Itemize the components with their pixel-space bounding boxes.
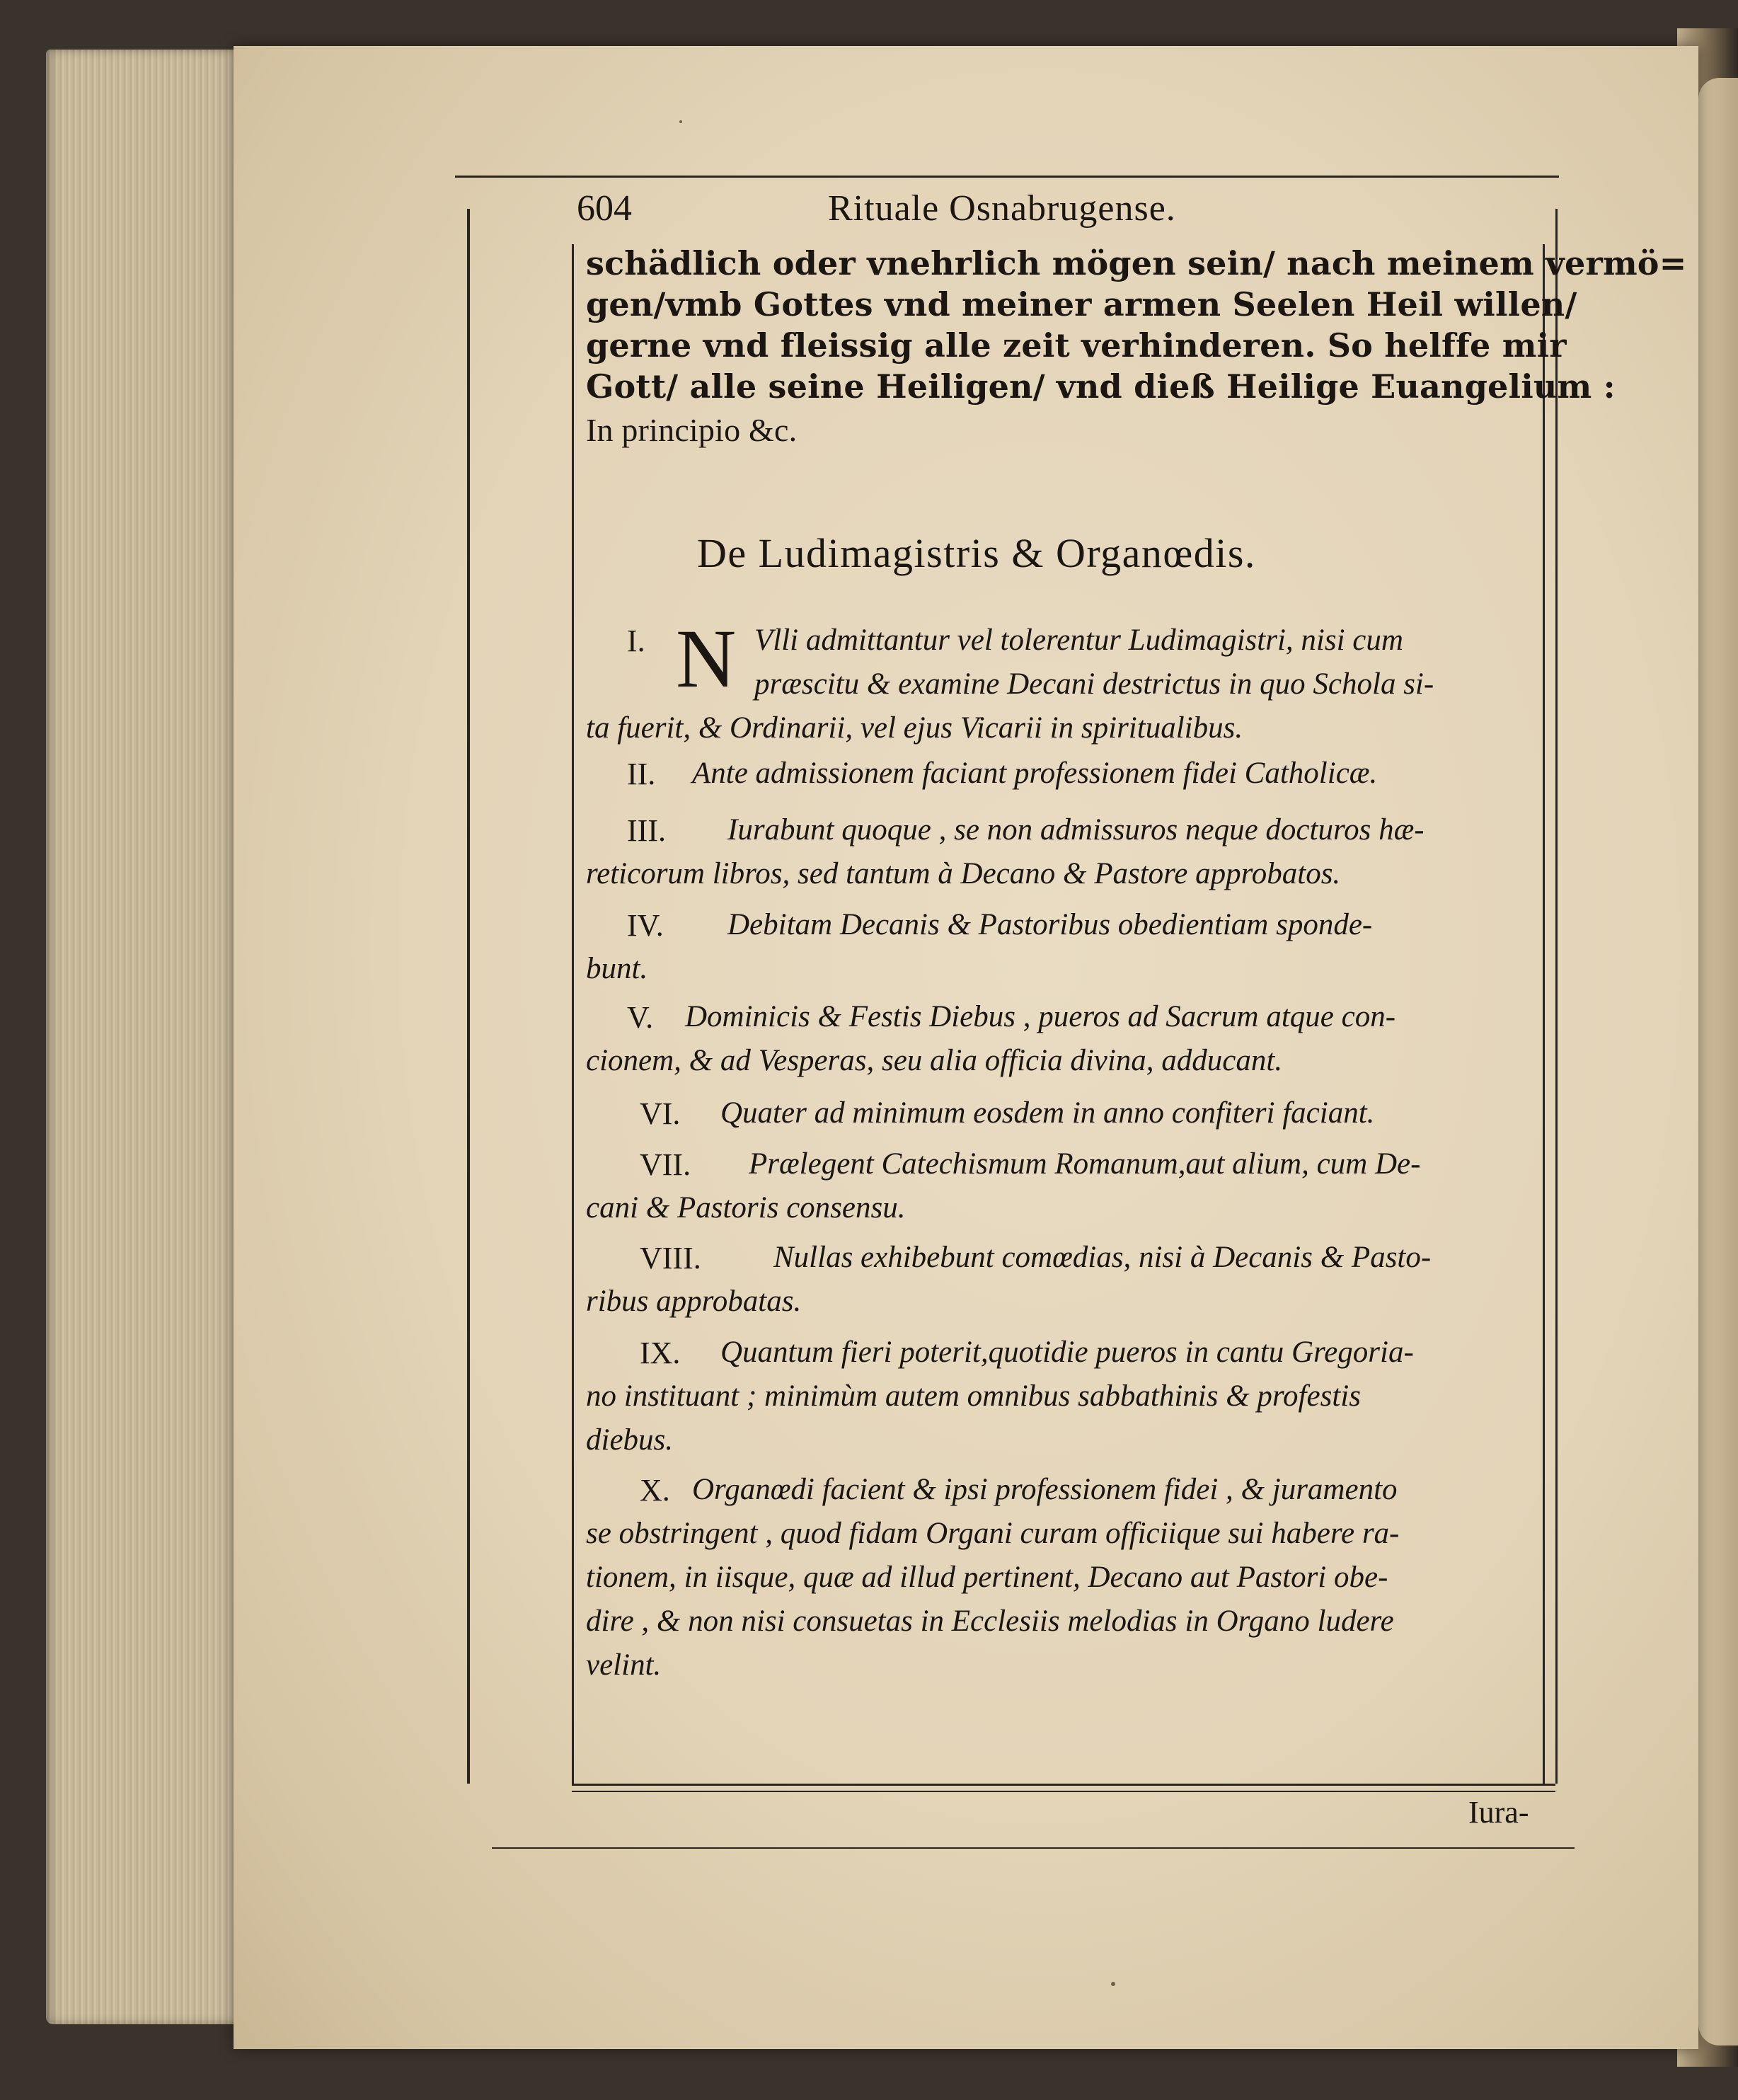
drop-capital: N bbox=[676, 612, 737, 705]
article-numeral: VIII. bbox=[640, 1241, 701, 1275]
article-numeral: VI. bbox=[640, 1096, 681, 1131]
article-line: Quater ad minimum eosdem in anno confiteri faciant. bbox=[720, 1096, 1375, 1130]
article-line: diebus. bbox=[586, 1423, 674, 1457]
section-heading: De Ludimagistris & Organœdis. bbox=[697, 530, 1256, 576]
header-rule bbox=[455, 176, 1559, 178]
article-line: præscitu & examine Decani destrictus in quo Schola si- bbox=[754, 667, 1434, 701]
article-line: Nullas exhibebunt comœdias, nisi à Decanis & Pasto- bbox=[773, 1241, 1432, 1274]
article-line: bunt. bbox=[586, 952, 648, 985]
article-line: Prælegent Catechismum Romanum,aut alium, cum De- bbox=[749, 1147, 1421, 1181]
article-numeral: III. bbox=[627, 813, 666, 848]
article-line: ribus approbatas. bbox=[586, 1285, 802, 1318]
oath-line: Gott/ alle seine Heiligen/ vnd dieß Heilige Euangelium : bbox=[586, 367, 1616, 406]
article-line: se obstringent , quod fidam Organi curam officiique sui habere ra- bbox=[586, 1517, 1400, 1550]
oath-line: gen/vmb Gottes vnd meiner armen Seelen Heil willen/ bbox=[586, 285, 1577, 323]
catchword: Iura- bbox=[1468, 1795, 1529, 1830]
article-line: ta fuerit, & Ordinarii, vel ejus Vicarii in spiritualibus. bbox=[586, 711, 1243, 745]
running-title: Rituale Osnabrugense. bbox=[828, 188, 1176, 229]
frame-border-right bbox=[1555, 209, 1558, 1784]
article-line: Organœdi facient & ipsi professionem fidei , & juramento bbox=[692, 1473, 1398, 1506]
page-speck bbox=[679, 120, 682, 123]
article-line: Debitam Decanis & Pastoribus obedientiam sponde- bbox=[727, 908, 1373, 941]
footer-rule bbox=[492, 1847, 1575, 1849]
article-line: velint. bbox=[586, 1648, 662, 1682]
article-line: Quantum fieri poterit,quotidie pueros in cantu Gregoria- bbox=[720, 1336, 1414, 1369]
article-line: Dominicis & Festis Diebus , pueros ad Sacrum atque con- bbox=[685, 1000, 1396, 1033]
article-numeral: VII. bbox=[640, 1147, 691, 1182]
article-line: dire , & non nisi consuetas in Ecclesiis melodias in Organo ludere bbox=[586, 1605, 1394, 1638]
article-line: Ante admissionem faciant professionem fidei Catholicæ. bbox=[692, 757, 1378, 790]
article-line: cionem, & ad Vesperas, seu alia officia divina, adducant. bbox=[586, 1044, 1283, 1077]
article-line: tionem, in iisque, quæ ad illud pertinent, Decano aut Pastori obe- bbox=[586, 1561, 1388, 1594]
article-line: Vlli admittantur vel tolerentur Ludimagistri, nisi cum bbox=[754, 624, 1403, 657]
text-border-bottom bbox=[572, 1784, 1555, 1786]
oath-line: schädlich oder vnehrlich mögen sein/ nach meinem vermö= bbox=[586, 244, 1687, 282]
oath-line: In principio &c. bbox=[586, 412, 798, 448]
article-numeral: IV. bbox=[627, 908, 664, 943]
book-page-edges bbox=[46, 50, 251, 2024]
article-line: cani & Pastoris consensu. bbox=[586, 1191, 906, 1224]
article-line: Iurabunt quoque , se non admissuros neque docturos hæ- bbox=[727, 813, 1425, 847]
article-numeral: II. bbox=[627, 757, 656, 791]
article-numeral: X. bbox=[640, 1473, 670, 1508]
oath-line: gerne vnd fleissig alle zeit verhinderen. So helffe mir bbox=[586, 326, 1567, 365]
article-line: reticorum libros, sed tantum à Decano & Pastore approbatos. bbox=[586, 857, 1341, 890]
text-border-bottom-double bbox=[572, 1791, 1555, 1792]
text-border-right bbox=[1543, 244, 1545, 1784]
page-number: 604 bbox=[577, 188, 632, 229]
article-numeral: IX. bbox=[640, 1336, 681, 1370]
facing-page-edge bbox=[1698, 78, 1738, 2046]
article-numeral: V. bbox=[627, 1000, 654, 1035]
frame-border-left bbox=[467, 209, 470, 1784]
text-border-left bbox=[572, 244, 574, 1784]
article-numeral: I. bbox=[627, 624, 645, 658]
page-speck bbox=[1111, 1982, 1115, 1986]
article-line: no instituant ; minimùm autem omnibus sabbathinis & profestis bbox=[586, 1379, 1361, 1413]
